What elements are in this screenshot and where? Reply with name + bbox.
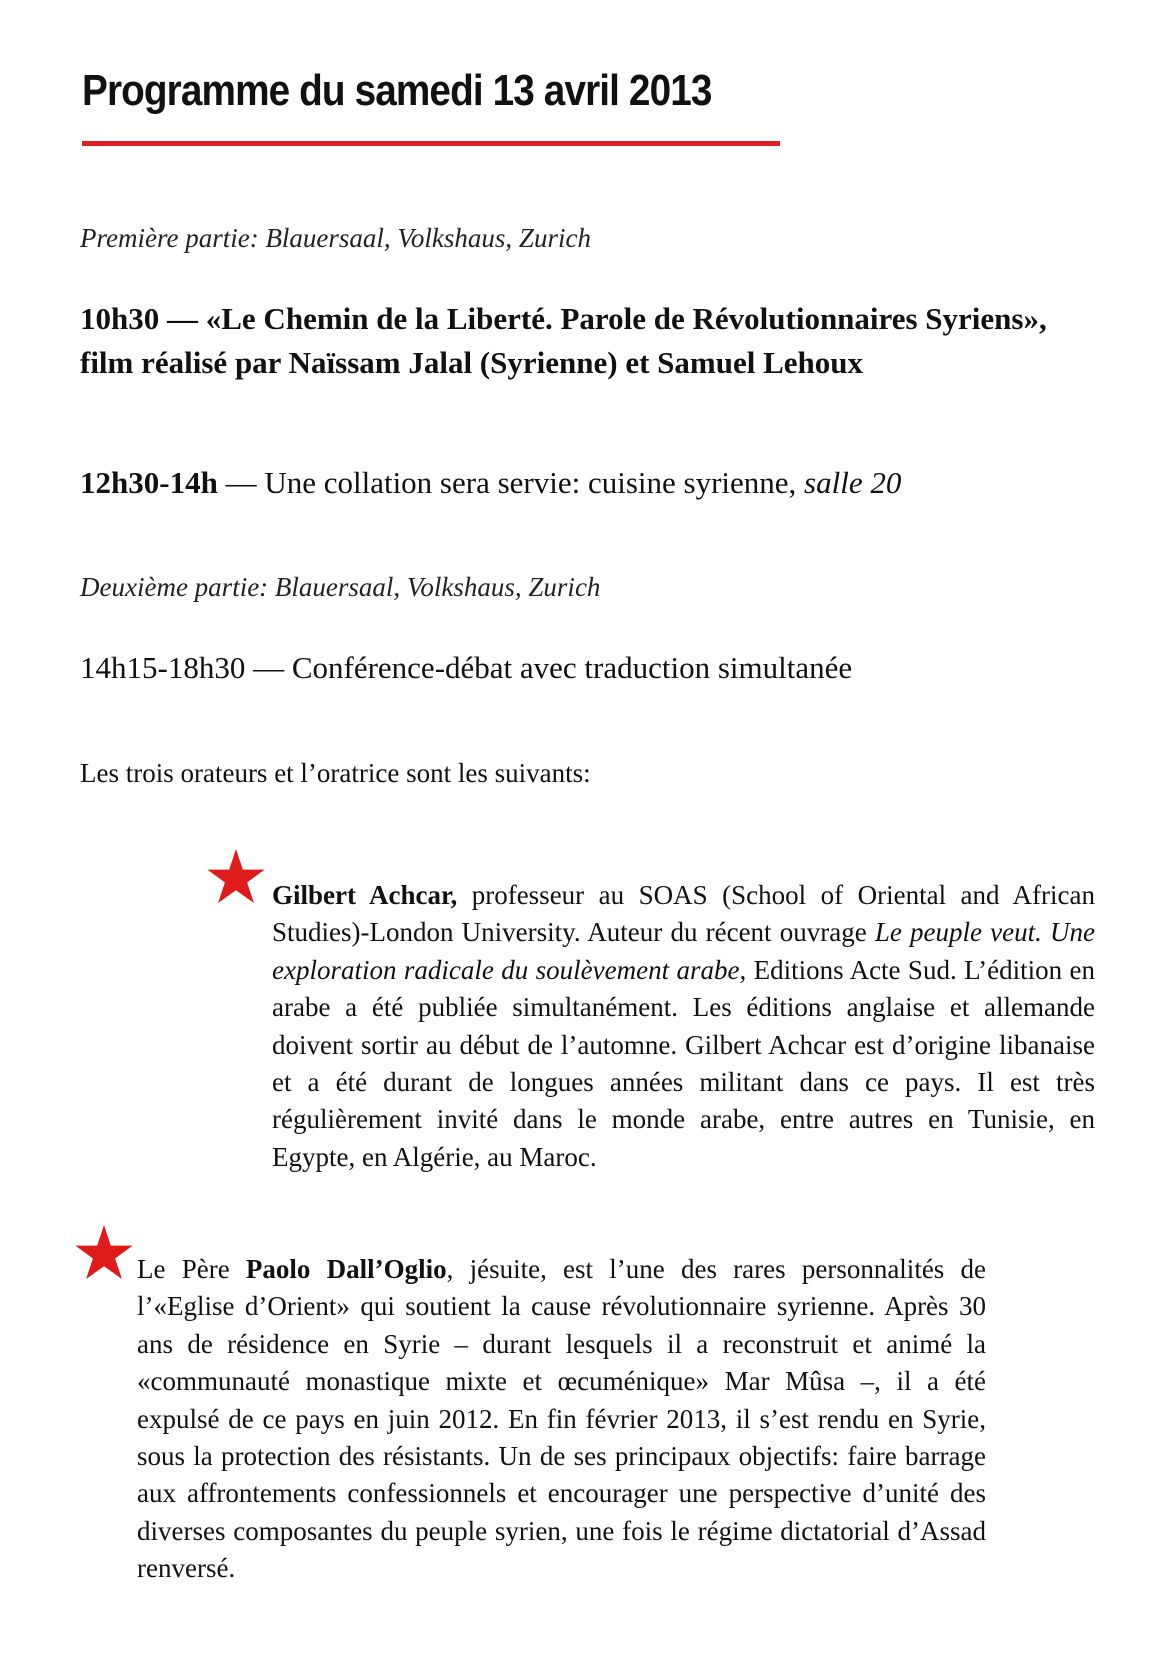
event-time: 12h30-14h xyxy=(80,465,218,500)
event-description: Une collation sera servie: cuisine syrienne, xyxy=(264,465,805,500)
speaker-bio-continued: Editions Acte Sud. L’édition en arabe a été publiée simultanément. Les éditions anglaise et allemande doivent sortir au début de l’automne. Gilbert Achcar est d’origine libanaise et a été durant de longues années militant dans ce pays. Il est très régulièrement invité dans le monde arabe, entre autres en Tunisie, en Egypte, en Algérie, au Maroc. xyxy=(272,954,1095,1172)
event-dash: — xyxy=(217,465,265,500)
speaker-dalloglio xyxy=(137,1251,986,1588)
page-title: Programme du samedi 13 avril 2013 xyxy=(82,66,712,115)
part-one-label: Première partie: Blauersaal, Volkshaus, Zurich xyxy=(80,223,591,253)
speaker-name: Paolo Dall’Oglio xyxy=(245,1254,447,1284)
event-time: 10h30 xyxy=(80,301,160,336)
event-conference xyxy=(80,646,852,690)
event-description: Conférence-débat avec traduction simultanée xyxy=(291,650,853,685)
event-dash: — xyxy=(159,301,206,336)
speaker-name: Gilbert Achcar, xyxy=(272,880,458,910)
speakers-intro: Les trois orateurs et l’oratrice sont les suivants: xyxy=(80,758,591,788)
event-collation xyxy=(80,461,901,505)
event-film xyxy=(80,297,1080,385)
speaker-prefix: Le Père xyxy=(137,1254,246,1284)
part-two-label: Deuxième partie: Blauersaal, Volkshaus, Zurich xyxy=(80,572,601,602)
event-time: 14h15-18h30 xyxy=(80,650,246,685)
event-description: «Le Chemin de la Liberté. Parole de Révolutionnaires Syriens», film réalisé par Naïssam Jalal (Syrienne) et Samuel Lehoux xyxy=(80,301,1047,380)
speaker-bio: professeur au SOAS (School of Oriental and African Studies)-London University. Auteur du récent ouvrage xyxy=(272,880,1095,948)
star-icon xyxy=(207,849,265,905)
book-title: Le peuple veut. Une exploration radicale du soulèvement arabe, xyxy=(272,917,1096,985)
title-underline xyxy=(82,141,780,146)
speaker-bio: , jésuite, est l’une des rares personnalités de l’«Eglise d’Orient» qui soutient la cause révolutionnaire syrienne. Après 30 ans de résidence en Syrie – durant lesquels il a reconstruit et animé la «communauté monastique mixte et œcuménique» Mar Mûsa –, il a été expulsé de ce pays en juin 2012. En fin février 2013, il s’est rendu en Syrie, sous la protection des résistants. Un de ses principaux objectifs: faire barrage aux affrontements confessionnels et encourager une perspective d’unité des diverses composantes du peuple syrien, une fois le régime dictatorial d’Assad renversé. xyxy=(137,1254,987,1584)
event-location: salle 20 xyxy=(804,465,902,500)
event-dash: — xyxy=(245,650,292,685)
speaker-achcar xyxy=(272,877,1095,1176)
star-icon xyxy=(75,1225,133,1281)
